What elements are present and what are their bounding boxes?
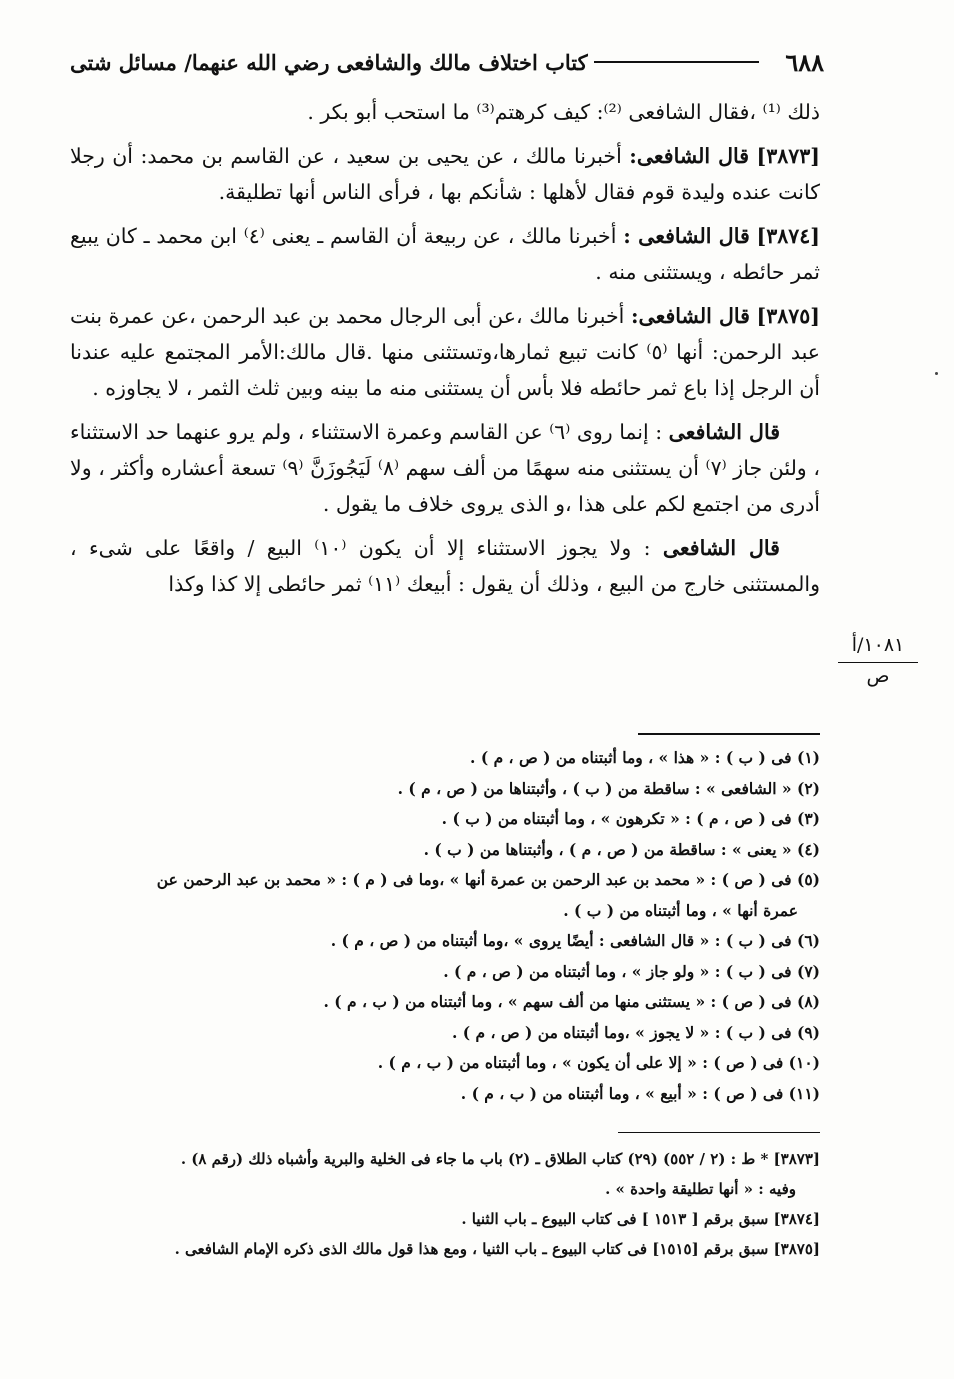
comment-text: : إنما روى ⁽٦⁾ عن القاسم وعمرة الاستثناء ، ولم يرو عنهما حد الاستثناء ، ولئن جاز ⁽٧⁾ أن يستثنى منه سهمًا من ألف سهم ⁽٨⁾ لَيَجُوزَنَّ ⁽٩⁾ تسعة أعشاره وأكثر ، ولا أدرى من اجتمع لكم على هذا ،و الذى يروى خلاف ما يقول . [70,420,820,516]
footnote: (١) فى ( ب ) : « هذا » ، وما أثبتناه من ( ص ، م ) . [470,748,820,767]
folio-reference: ١٠٨١/أ [838,632,918,663]
main-text [70,94,820,610]
hadith-3874 [70,218,820,290]
footnote: (٤) « يعنى » : ساقطة من ( ص ، م ) ، وأثبتناها من ( ب ) . [423,839,820,859]
hadith-number: [٣٨٧٤] [756,224,820,248]
hadith-3875 [70,298,820,406]
hadith-text: أخبرنا مالك ، عن يحيى بن سعيد ، عن القاسم بن محمد: أن رجلا كانت عنده وليدة قوم فقال لأهلها : شأنكم بها ، فرأى الناس أنها تطليقة. [70,144,820,204]
footnote: (٥) فى ( ص ) : « محمد بن عبد الرحمن بن عمرة أنها » ،وما فى ( م ) : « محمد بن عبد الرحمن عن [156,870,820,889]
footnote: (٨) فى ( ص ) : « يستثنى منها من ألف سهم » ، وما أثبتناه من ( ب ، م ) . [323,992,820,1011]
footnote: (٦) فى ( ب ) : « قال الشافعى : أيضًا يروى » ،وما أثبتناه من ( ص ، م ) . [330,931,820,950]
footnote: (٣) فى ( ص ، م ) : « تكرهون » ، وما أثبتناه من ( ب ) . [441,809,820,828]
footnote-continuation: عمرة أنها » ، وما أثبتناه من ( ب ) . [563,900,798,920]
paragraph-continuation: ذلك ⁽¹⁾ ،فقال الشافعى ⁽²⁾: كيف كرهتم⁽³⁾ ما استحب أبو بكر . [307,100,820,124]
source-note: [٣٨٧٤] سبق برقم [ ١٥١٣ ] فى كتاب البيوع ـ باب الثنيا . [461,1210,820,1228]
source-note-continuation: وفيه : « أنها تطليقة واحدة » . [605,1180,796,1198]
manuscript-siglum: ص [866,665,890,687]
footnote: (٧) فى ( ب ) : « ولو جاز » ، وما أثبتناه من ( ص ، م ) . [443,961,820,981]
footnote: (١١) فى ( ص ) : « أبيع » ، وما أثبتناه من ( ب ، م ) . [460,1083,820,1103]
page-header [70,44,824,80]
hadith-lead: قال الشافعى : [623,224,750,248]
comment-text: : ولا يجوز الاستثناء إلا أن يكون ⁽١٠⁾ البيع / واقعًا على شىء ، والمستثنى خارج من البيع ، وذلك أن يقول : أبيعك ⁽١١⁾ ثمر حائطى إلا كذا وكذا [70,536,820,596]
hadith-3873 [70,138,820,210]
hadith-number: [٣٨٧٣] [756,144,820,168]
source-note: [٣٨٧٣] * ط : (٢ / ٥٥٢) (٢٩) كتاب الطلاق ـ (٢) باب ما جاء فى الخلية والبرية وأشباه ذلك (رقم ٨) . [180,1150,820,1168]
hadith-number: [٣٨٧٥] [756,304,820,328]
footnote: (٢) « الشافعى » : ساقطة من ( ب ) ، وأثبتناها من ( ص ، م ) . [397,778,820,798]
comment-lead: قال الشافعى [668,420,780,444]
scan-speck [935,372,938,375]
header-rule [594,61,760,63]
footnote: (٩) فى ( ب ) : « لا يجوز » ،وما أثبتناه من ( ص ، م ) . [452,1022,820,1042]
page-number: ٦٨٨ [785,47,824,77]
source-references [70,1144,820,1264]
footnotes [70,743,820,1109]
comment-lead: قال الشافعى [662,536,780,560]
hadith-lead: قال الشافعى: [630,304,750,328]
margin-folio-note [838,632,918,689]
sources-rule [618,1132,820,1133]
shafii-comment-1 [70,414,820,522]
hadith-lead: قال الشافعى: [629,144,750,168]
source-note: [٣٨٧٥] سبق برقم [١٥١٥] فى كتاب البيوع ـ باب الثنيا ، ومع هذا قول مالك الذى ذكره الإمام الشافعى . [174,1240,820,1258]
shafii-comment-2 [70,530,820,602]
hadith-text: أخبرنا مالك ،عن أبى الرجال محمد بن عبد الرحمن ،عن عمرة بنت عبد الرحمن: أنها ⁽٥⁾ كانت تبيع ثمارها،وتستثنى منها .قال مالك:الأمر المجتمع عليه عندنا أن الرجل إذا باع ثمر حائطه فلا بأس أن يستثنى منه ما بينه وبين ثلث الثمر ، لا يجاوزه . [70,304,820,400]
footnote: (١٠) فى ( ص ) : « إلا على أن يكون » ، وما أثبتناه من ( ب ، م ) . [377,1053,820,1072]
hadith-text: أخبرنا مالك ، عن ربيعة أن القاسم ـ يعنى ⁽٤⁾ ابن محمد ـ كان يبيع ثمر حائطه ، ويستثنى منه . [70,224,820,284]
footnote-rule [638,733,820,735]
running-title: كتاب اختلاف مالك والشافعى رضي الله عنهما/ مسائل شتى [70,49,588,75]
